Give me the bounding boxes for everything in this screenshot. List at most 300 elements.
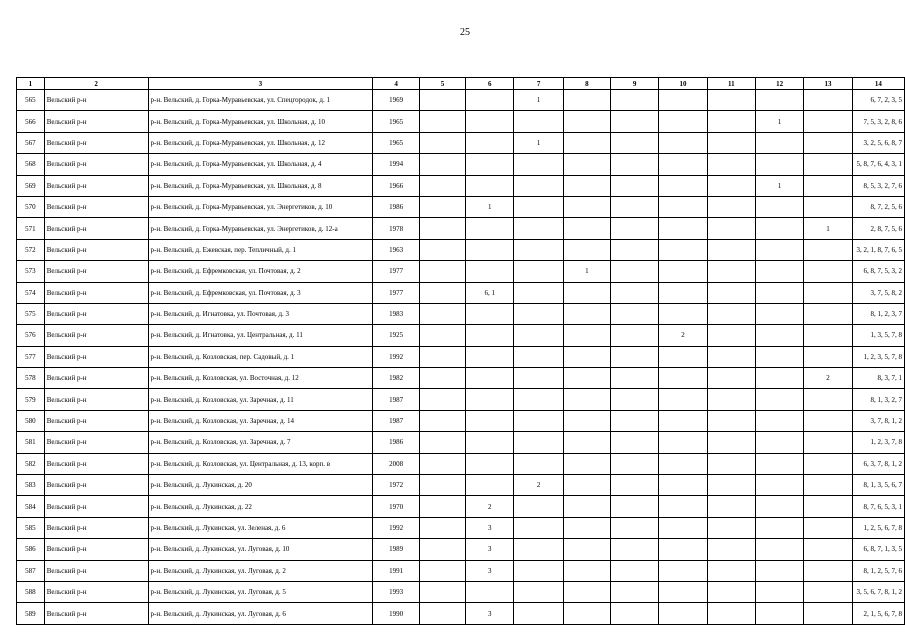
col8-cell (563, 539, 610, 560)
column-header: 5 (419, 78, 465, 90)
table-row (17, 496, 905, 517)
district-cell: Вельский р-н (44, 196, 148, 217)
col6-cell (466, 432, 514, 453)
row-number-cell: 584 (17, 496, 45, 517)
col14-cell: 3, 7, 5, 8, 2 (852, 282, 904, 303)
year-cell: 1978 (373, 218, 420, 239)
col14-cell: 6, 7, 2, 3, 5 (852, 90, 904, 111)
table-row (17, 175, 905, 196)
district-cell: Вельский р-н (44, 325, 148, 346)
col5-cell (419, 132, 465, 153)
col14-cell: 1, 2, 3, 7, 8 (852, 432, 904, 453)
col6-cell (466, 389, 514, 410)
table-row (17, 410, 905, 431)
col11-cell (707, 539, 755, 560)
address-cell: р-н. Вельский, д. Козловская, ул. Заречная, д. 14 (148, 410, 373, 431)
header-row (17, 78, 905, 90)
col14-cell: 8, 1, 2, 3, 7 (852, 303, 904, 324)
col9-cell (611, 581, 659, 602)
row-number-cell: 585 (17, 517, 45, 538)
address-cell: р-н. Вельский, д. Козловская, ул. Центральная, д. 13, корп. в (148, 453, 373, 474)
column-header: 9 (611, 78, 659, 90)
address-cell: р-н. Вельский, д. Лукинская, ул. Луговая, д. 5 (148, 581, 373, 602)
row-number-cell: 567 (17, 132, 45, 153)
col9-cell (611, 368, 659, 389)
col12-cell (755, 325, 803, 346)
col13-cell (804, 90, 852, 111)
col5-cell (419, 111, 465, 132)
col9-cell (611, 432, 659, 453)
col8-cell: 1 (563, 261, 610, 282)
col12-cell (755, 581, 803, 602)
col10-cell (659, 410, 707, 431)
col12-cell (755, 453, 803, 474)
col14-cell: 8, 3, 7, 1 (852, 368, 904, 389)
col6-cell (466, 368, 514, 389)
col14-cell: 2, 1, 5, 6, 7, 8 (852, 603, 904, 624)
col7-cell (514, 368, 563, 389)
col9-cell (611, 303, 659, 324)
col7-cell (514, 111, 563, 132)
col5-cell (419, 325, 465, 346)
col10-cell (659, 453, 707, 474)
col14-cell: 2, 8, 7, 5, 6 (852, 218, 904, 239)
col12-cell (755, 475, 803, 496)
col7-cell (514, 560, 563, 581)
address-cell: р-н. Вельский, д. Лукинская, д. 20 (148, 475, 373, 496)
year-cell: 1987 (373, 410, 420, 431)
col10-cell (659, 475, 707, 496)
col10-cell (659, 346, 707, 367)
col7-cell (514, 603, 563, 624)
col11-cell (707, 603, 755, 624)
col5-cell (419, 261, 465, 282)
address-cell: р-н. Вельский, д. Козловская, ул. Восточная, д. 12 (148, 368, 373, 389)
col13-cell (804, 517, 852, 538)
address-cell: р-н. Вельский, д. Лукинская, ул. Луговая, д. 10 (148, 539, 373, 560)
col7-cell (514, 261, 563, 282)
col5-cell (419, 346, 465, 367)
col10-cell (659, 560, 707, 581)
address-cell: р-н. Вельский, д. Горка-Муравьевская, ул. Школьная, д. 8 (148, 175, 373, 196)
col8-cell (563, 432, 610, 453)
col12-cell (755, 410, 803, 431)
col7-cell: 1 (514, 90, 563, 111)
col13-cell (804, 432, 852, 453)
col11-cell (707, 368, 755, 389)
column-header: 11 (707, 78, 755, 90)
col9-cell (611, 517, 659, 538)
col6-cell (466, 303, 514, 324)
col7-cell (514, 539, 563, 560)
col9-cell (611, 410, 659, 431)
col14-cell: 8, 7, 2, 5, 6 (852, 196, 904, 217)
address-cell: р-н. Вельский, д. Лукинская, ул. Луговая, д. 2 (148, 560, 373, 581)
col14-cell: 6, 3, 7, 8, 1, 2 (852, 453, 904, 474)
col8-cell (563, 560, 610, 581)
col6-cell (466, 132, 514, 153)
col6-cell: 3 (466, 603, 514, 624)
col10-cell (659, 111, 707, 132)
row-number-cell: 571 (17, 218, 45, 239)
address-cell: р-н. Вельский, д. Горка-Муравьевская, ул. Спецгородок, д. 1 (148, 90, 373, 111)
col5-cell (419, 453, 465, 474)
district-cell: Вельский р-н (44, 475, 148, 496)
col11-cell (707, 346, 755, 367)
col10-cell (659, 282, 707, 303)
year-cell: 1925 (373, 325, 420, 346)
col5-cell (419, 389, 465, 410)
col9-cell (611, 282, 659, 303)
col10-cell (659, 432, 707, 453)
column-header: 8 (563, 78, 610, 90)
col7-cell (514, 432, 563, 453)
district-cell: Вельский р-н (44, 560, 148, 581)
col9-cell (611, 346, 659, 367)
col14-cell: 1, 2, 3, 5, 7, 8 (852, 346, 904, 367)
col9-cell (611, 261, 659, 282)
col14-cell: 1, 3, 5, 7, 8 (852, 325, 904, 346)
col11-cell (707, 90, 755, 111)
col14-cell: 3, 2, 5, 6, 8, 7 (852, 132, 904, 153)
col13-cell (804, 539, 852, 560)
column-header: 12 (755, 78, 803, 90)
column-header: 14 (852, 78, 904, 90)
district-cell: Вельский р-н (44, 517, 148, 538)
district-cell: Вельский р-н (44, 303, 148, 324)
col9-cell (611, 196, 659, 217)
table-body (17, 90, 905, 625)
col13-cell: 2 (804, 368, 852, 389)
address-cell: р-н. Вельский, д. Игнатовка, ул. Центральная, д. 11 (148, 325, 373, 346)
table-row (17, 239, 905, 260)
col8-cell (563, 218, 610, 239)
col14-cell: 6, 8, 7, 5, 3, 2 (852, 261, 904, 282)
table-row (17, 368, 905, 389)
col14-cell: 8, 1, 3, 2, 7 (852, 389, 904, 410)
col6-cell (466, 346, 514, 367)
row-number-cell: 578 (17, 368, 45, 389)
col13-cell (804, 282, 852, 303)
table-row (17, 539, 905, 560)
col9-cell (611, 154, 659, 175)
col9-cell (611, 239, 659, 260)
col6-cell (466, 90, 514, 111)
col13-cell (804, 325, 852, 346)
col11-cell (707, 560, 755, 581)
district-cell: Вельский р-н (44, 218, 148, 239)
year-cell: 1986 (373, 196, 420, 217)
col10-cell (659, 303, 707, 324)
address-cell: р-н. Вельский, д. Лукинская, ул. Луговая, д. 6 (148, 603, 373, 624)
district-cell: Вельский р-н (44, 539, 148, 560)
col10-cell (659, 132, 707, 153)
col7-cell (514, 239, 563, 260)
address-cell: р-н. Вельский, д. Горка-Муравьевская, ул. Школьная, д. 4 (148, 154, 373, 175)
col6-cell (466, 175, 514, 196)
row-number-cell: 589 (17, 603, 45, 624)
col7-cell (514, 496, 563, 517)
col7-cell (514, 453, 563, 474)
col6-cell (466, 581, 514, 602)
row-number-cell: 582 (17, 453, 45, 474)
column-header: 4 (373, 78, 420, 90)
row-number-cell: 579 (17, 389, 45, 410)
col7-cell (514, 517, 563, 538)
col8-cell (563, 154, 610, 175)
year-cell: 1987 (373, 389, 420, 410)
col11-cell (707, 132, 755, 153)
address-cell: р-н. Вельский, д. Горка-Муравьевская, ул. Энергетиков, д. 12-а (148, 218, 373, 239)
col8-cell (563, 303, 610, 324)
col13-cell (804, 111, 852, 132)
row-number-cell: 587 (17, 560, 45, 581)
col9-cell (611, 90, 659, 111)
col9-cell (611, 111, 659, 132)
table-row (17, 560, 905, 581)
col11-cell (707, 517, 755, 538)
col13-cell (804, 346, 852, 367)
table-row (17, 218, 905, 239)
col8-cell (563, 282, 610, 303)
col13-cell: 1 (804, 218, 852, 239)
row-number-cell: 572 (17, 239, 45, 260)
row-number-cell: 588 (17, 581, 45, 602)
col11-cell (707, 303, 755, 324)
col14-cell: 8, 7, 6, 5, 3, 1 (852, 496, 904, 517)
row-number-cell: 583 (17, 475, 45, 496)
col12-cell (755, 368, 803, 389)
col11-cell (707, 325, 755, 346)
col5-cell (419, 368, 465, 389)
district-cell: Вельский р-н (44, 368, 148, 389)
col8-cell (563, 475, 610, 496)
col5-cell (419, 410, 465, 431)
col13-cell (804, 475, 852, 496)
col14-cell: 8, 1, 3, 5, 6, 7 (852, 475, 904, 496)
year-cell: 1986 (373, 432, 420, 453)
col7-cell (514, 175, 563, 196)
col5-cell (419, 539, 465, 560)
district-cell: Вельский р-н (44, 175, 148, 196)
col7-cell (514, 346, 563, 367)
table-row (17, 581, 905, 602)
col12-cell (755, 496, 803, 517)
district-cell: Вельский р-н (44, 154, 148, 175)
col10-cell (659, 496, 707, 517)
col11-cell (707, 581, 755, 602)
col12-cell (755, 239, 803, 260)
col10-cell (659, 196, 707, 217)
col9-cell (611, 389, 659, 410)
col9-cell (611, 132, 659, 153)
table-row (17, 475, 905, 496)
col6-cell (466, 261, 514, 282)
col11-cell (707, 154, 755, 175)
col6-cell: 3 (466, 560, 514, 581)
col11-cell (707, 410, 755, 431)
year-cell: 1977 (373, 282, 420, 303)
row-number-cell: 580 (17, 410, 45, 431)
col14-cell: 8, 5, 3, 2, 7, 6 (852, 175, 904, 196)
column-header: 3 (148, 78, 373, 90)
col5-cell (419, 517, 465, 538)
col5-cell (419, 303, 465, 324)
district-cell: Вельский р-н (44, 581, 148, 602)
col11-cell (707, 196, 755, 217)
col8-cell (563, 196, 610, 217)
col14-cell: 1, 2, 5, 6, 7, 8 (852, 517, 904, 538)
col11-cell (707, 496, 755, 517)
row-number-cell: 566 (17, 111, 45, 132)
table-row (17, 196, 905, 217)
col6-cell: 1 (466, 196, 514, 217)
row-number-cell: 574 (17, 282, 45, 303)
col8-cell (563, 175, 610, 196)
row-number-cell: 569 (17, 175, 45, 196)
col10-cell (659, 154, 707, 175)
col13-cell (804, 496, 852, 517)
col7-cell: 2 (514, 475, 563, 496)
housing-register-table (16, 77, 905, 625)
col7-cell (514, 389, 563, 410)
district-cell: Вельский р-н (44, 453, 148, 474)
year-cell: 1992 (373, 346, 420, 367)
col11-cell (707, 261, 755, 282)
col7-cell: 1 (514, 132, 563, 153)
col7-cell (514, 196, 563, 217)
col6-cell: 2 (466, 496, 514, 517)
column-header: 2 (44, 78, 148, 90)
row-number-cell: 586 (17, 539, 45, 560)
col12-cell (755, 346, 803, 367)
column-header: 7 (514, 78, 563, 90)
col5-cell (419, 560, 465, 581)
year-cell: 1994 (373, 154, 420, 175)
address-cell: р-н. Вельский, д. Горка-Муравьевская, ул. Энергетиков, д. 10 (148, 196, 373, 217)
col6-cell: 3 (466, 517, 514, 538)
col12-cell (755, 218, 803, 239)
col9-cell (611, 325, 659, 346)
col13-cell (804, 261, 852, 282)
col10-cell (659, 261, 707, 282)
district-cell: Вельский р-н (44, 496, 148, 517)
table-row (17, 603, 905, 624)
col10-cell: 2 (659, 325, 707, 346)
col5-cell (419, 581, 465, 602)
address-cell: р-н. Вельский, д. Игнатовка, ул. Почтовая, д. 3 (148, 303, 373, 324)
col5-cell (419, 475, 465, 496)
col8-cell (563, 603, 610, 624)
col8-cell (563, 325, 610, 346)
col6-cell (466, 475, 514, 496)
row-number-cell: 570 (17, 196, 45, 217)
district-cell: Вельский р-н (44, 239, 148, 260)
col10-cell (659, 218, 707, 239)
district-cell: Вельский р-н (44, 111, 148, 132)
col6-cell (466, 453, 514, 474)
col7-cell (514, 154, 563, 175)
col7-cell (514, 325, 563, 346)
col8-cell (563, 90, 610, 111)
col5-cell (419, 196, 465, 217)
col11-cell (707, 175, 755, 196)
col13-cell (804, 389, 852, 410)
col12-cell (755, 261, 803, 282)
col13-cell (804, 581, 852, 602)
district-cell: Вельский р-н (44, 346, 148, 367)
table-row (17, 389, 905, 410)
year-cell: 1982 (373, 368, 420, 389)
col6-cell (466, 239, 514, 260)
col9-cell (611, 496, 659, 517)
year-cell: 1972 (373, 475, 420, 496)
col14-cell: 6, 8, 7, 1, 3, 5 (852, 539, 904, 560)
col13-cell (804, 410, 852, 431)
col11-cell (707, 218, 755, 239)
col14-cell: 7, 5, 3, 2, 8, 6 (852, 111, 904, 132)
col9-cell (611, 175, 659, 196)
col13-cell (804, 303, 852, 324)
col10-cell (659, 539, 707, 560)
column-header: 6 (466, 78, 514, 90)
table-row (17, 261, 905, 282)
col9-cell (611, 453, 659, 474)
col6-cell (466, 325, 514, 346)
col6-cell (466, 111, 514, 132)
col8-cell (563, 496, 610, 517)
col12-cell: 1 (755, 111, 803, 132)
col13-cell (804, 453, 852, 474)
col9-cell (611, 603, 659, 624)
table-row (17, 132, 905, 153)
col12-cell (755, 90, 803, 111)
year-cell: 1970 (373, 496, 420, 517)
col13-cell (804, 175, 852, 196)
col5-cell (419, 218, 465, 239)
row-number-cell: 576 (17, 325, 45, 346)
year-cell: 1966 (373, 175, 420, 196)
col8-cell (563, 239, 610, 260)
col10-cell (659, 581, 707, 602)
address-cell: р-н. Вельский, д. Козловская, ул. Заречная, д. 7 (148, 432, 373, 453)
column-header: 1 (17, 78, 45, 90)
col13-cell (804, 239, 852, 260)
col14-cell: 8, 1, 2, 5, 7, 6 (852, 560, 904, 581)
col14-cell: 5, 8, 7, 6, 4, 3, 1 (852, 154, 904, 175)
col8-cell (563, 517, 610, 538)
year-cell: 1965 (373, 132, 420, 153)
col11-cell (707, 389, 755, 410)
address-cell: р-н. Вельский, д. Ефремковская, ул. Почтовая, д. 3 (148, 282, 373, 303)
district-cell: Вельский р-н (44, 90, 148, 111)
col12-cell (755, 196, 803, 217)
year-cell: 1993 (373, 581, 420, 602)
col11-cell (707, 282, 755, 303)
address-cell: р-н. Вельский, д. Лукинская, ул. Зеленая, д. 6 (148, 517, 373, 538)
col12-cell (755, 132, 803, 153)
col7-cell (514, 303, 563, 324)
address-cell: р-н. Вельский, д. Ефремковская, ул. Почтовая, д. 2 (148, 261, 373, 282)
address-cell: р-н. Вельский, д. Лукинская, д. 22 (148, 496, 373, 517)
table-row (17, 303, 905, 324)
col8-cell (563, 453, 610, 474)
district-cell: Вельский р-н (44, 410, 148, 431)
address-cell: р-н. Вельский, д. Козловская, ул. Заречная, д. 11 (148, 389, 373, 410)
col8-cell (563, 389, 610, 410)
col8-cell (563, 368, 610, 389)
col6-cell (466, 218, 514, 239)
